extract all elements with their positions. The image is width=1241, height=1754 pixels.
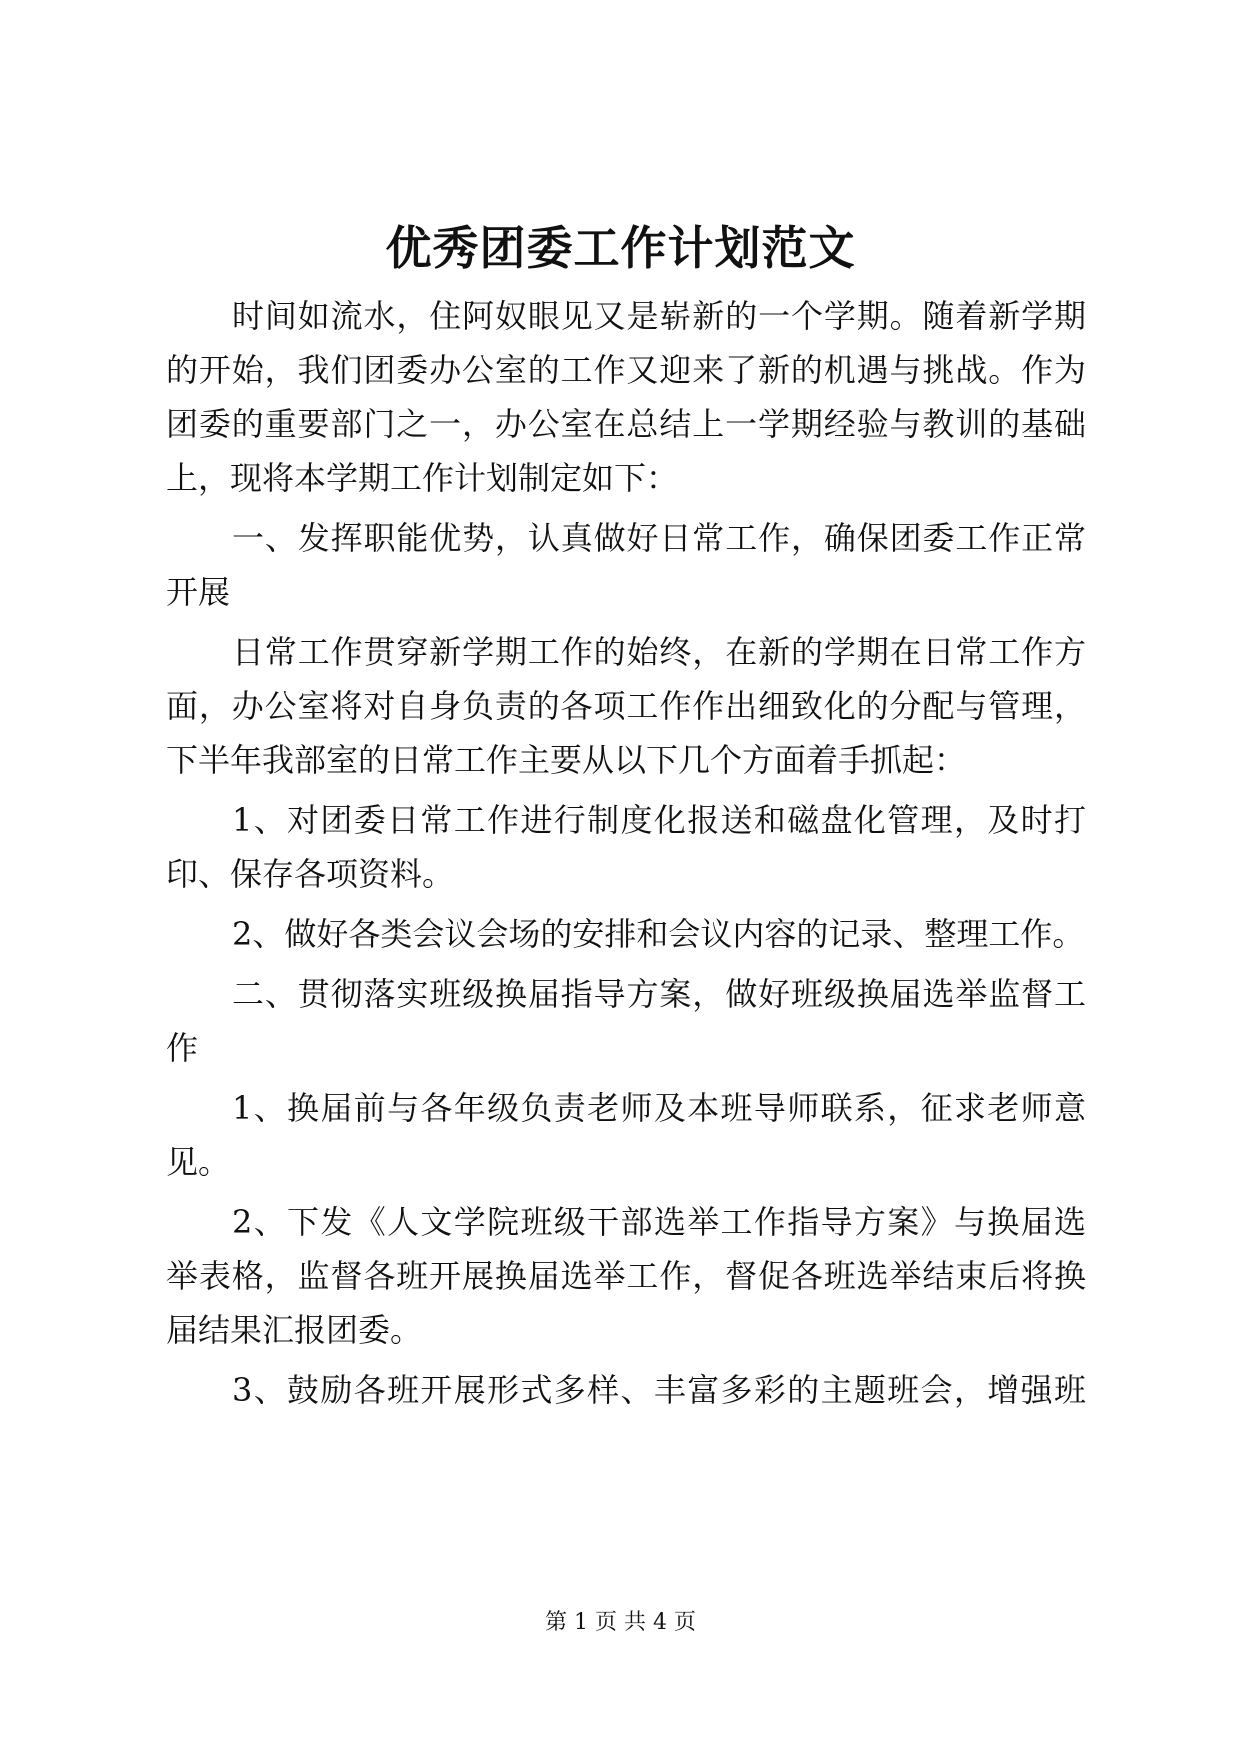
list-item-line: 届结果汇报团委。 <box>166 1311 423 1349</box>
list-item-line: 1、换届前与各年级负责老师及本班导师联系，征求老师意 <box>232 1089 1086 1127</box>
list-item-line: 印、保存各项资料。 <box>166 855 455 893</box>
section-heading-line: 二、贯彻落实班级换届指导方案，做好班级换届选举监督工 <box>232 975 1086 1013</box>
paragraph-line: 面，办公室将对自身负责的各项工作作出细致化的分配与管理， <box>166 687 1086 725</box>
paragraph-line: 的开始，我们团委办公室的工作又迎来了新的机遇与挑战。作为 <box>166 351 1086 389</box>
section-heading-line: 开展 <box>166 573 231 611</box>
section-heading-line: 一、发挥职能优势，认真做好日常工作，确保团委工作正常 <box>232 519 1086 557</box>
list-item-line: 3、鼓励各班开展形式多样、丰富多彩的主题班会，增强班 <box>232 1371 1086 1409</box>
paragraph-line: 日常工作贯穿新学期工作的始终，在新的学期在日常工作方 <box>232 633 1086 671</box>
paragraph-line: 上，现将本学期工作计划制定如下： <box>166 459 679 497</box>
page-footer: 第 1 页 共 4 页 <box>545 1610 696 1635</box>
paragraph-line: 下半年我部室的日常工作主要从以下几个方面着手抓起： <box>166 741 967 779</box>
paragraph-line: 团委的重要部门之一，办公室在总结上一学期经验与教训的基础 <box>166 405 1086 443</box>
list-item-line: 见。 <box>166 1143 231 1181</box>
section-heading-line: 作 <box>166 1029 199 1067</box>
list-item-line: 举表格，监督各班开展换届选举工作，督促各班选举结束后将换 <box>166 1257 1086 1295</box>
list-item-line: 2、下发《人文学院班级干部选举工作指导方案》与换届选 <box>232 1203 1086 1241</box>
paragraph-line: 时间如流水，住阿奴眼见又是崭新的一个学期。随着新学期 <box>232 297 1086 335</box>
document-title: 优秀团委工作计划范文 <box>385 221 856 275</box>
list-item-line: 2、做好各类会议会场的安排和会议内容的记录、整理工作。 <box>232 915 1085 953</box>
list-item-line: 1、对团委日常工作进行制度化报送和磁盘化管理，及时打 <box>232 801 1086 839</box>
